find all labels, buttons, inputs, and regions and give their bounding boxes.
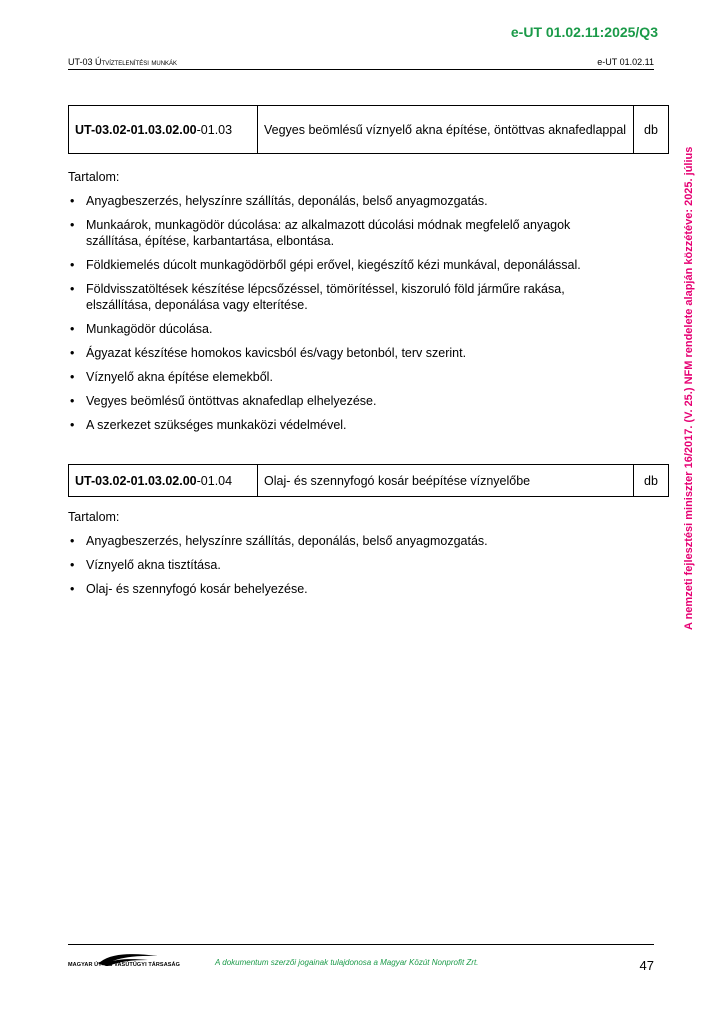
bullet-list-1: [68, 193, 628, 441]
content-label: Tartalom:: [68, 510, 120, 524]
item-table-1: [68, 105, 669, 154]
list-item: • Olaj- és szennyfogó kosár behelyezése.: [68, 581, 628, 597]
page-number: 47: [639, 958, 654, 973]
list-item: • Ágyazat készítése homokos kavicsból és/vagy betonból, terv szerint.: [68, 345, 628, 361]
footer-logo-text: MAGYAR ÚT- ÉS VASÚTÜGYI TÁRSASÁG: [68, 962, 180, 968]
running-header: [68, 57, 654, 70]
list-item: • A szerkezet szükséges munkaközi védelmével.: [68, 417, 628, 433]
list-item: • Vegyes beömlésű öntöttvas aknafedlap elhelyezése.: [68, 393, 628, 409]
item-code-suffix: -01.03: [196, 122, 233, 137]
list-item: • Földvisszatöltések készítése lépcsőzéssel, tömörítéssel, kiszoruló föld járműre rakása, elszállítása, deponálása vagy elterítése.: [68, 281, 628, 313]
item-unit: db: [634, 465, 669, 497]
section-title: Útvíztelenítési munkák: [95, 57, 178, 67]
item-description: Olaj- és szennyfogó kosár beépítése víznyelőbe: [258, 465, 634, 497]
running-header-left: [68, 57, 177, 67]
document-code: e-UT 01.02.11:2025/Q3: [510, 24, 658, 40]
content-label: Tartalom:: [68, 170, 120, 184]
item-code-suffix: -01.04: [196, 473, 233, 488]
item-unit: db: [634, 106, 669, 154]
list-item: • Munkaárok, munkagödör dúcolása: az alkalmazott dúcolási módnak megfelelő anyagok szállítása, építése, karbantartása, elbontása.: [68, 217, 628, 249]
list-item: • Víznyelő akna építése elemekből.: [68, 369, 628, 385]
item-code: [69, 106, 258, 154]
list-item: • Földkiemelés dúcolt munkagödörből gépi erővel, kiegészítő kézi munkával, deponálással.: [68, 257, 628, 273]
list-item: • Anyagbeszerzés, helyszínre szállítás, deponálás, belső anyagmozgatás.: [68, 193, 628, 209]
running-header-right: e-UT 01.02.11: [597, 57, 654, 67]
list-item: • Munkagödör dúcolása.: [68, 321, 628, 337]
list-item: • Anyagbeszerzés, helyszínre szállítás, deponálás, belső anyagmozgatás.: [68, 533, 628, 549]
item-table-2: [68, 464, 669, 497]
item-code: [69, 465, 258, 497]
bullet-list-2: [68, 533, 628, 605]
item-description: Vegyes beömlésű víznyelő akna építése, öntöttvas aknafedlappal: [258, 106, 634, 154]
footer-divider: [68, 944, 654, 945]
item-code-main: UT-03.02-01.03.02.00: [75, 473, 197, 488]
item-code-main: UT-03.02-01.03.02.00: [75, 122, 197, 137]
publication-side-note: A nemzeti fejlesztési miniszter 16/2017. (V. 25.) NFM rendelete alapján közzétéve: 2025. július: [683, 146, 695, 630]
footer-copyright: A dokumentum szerzői jogainak tulajdonosa a Magyar Közút Nonprofit Zrt.: [215, 958, 479, 967]
section-code: UT-03: [68, 57, 93, 67]
list-item: • Víznyelő akna tisztítása.: [68, 557, 628, 573]
